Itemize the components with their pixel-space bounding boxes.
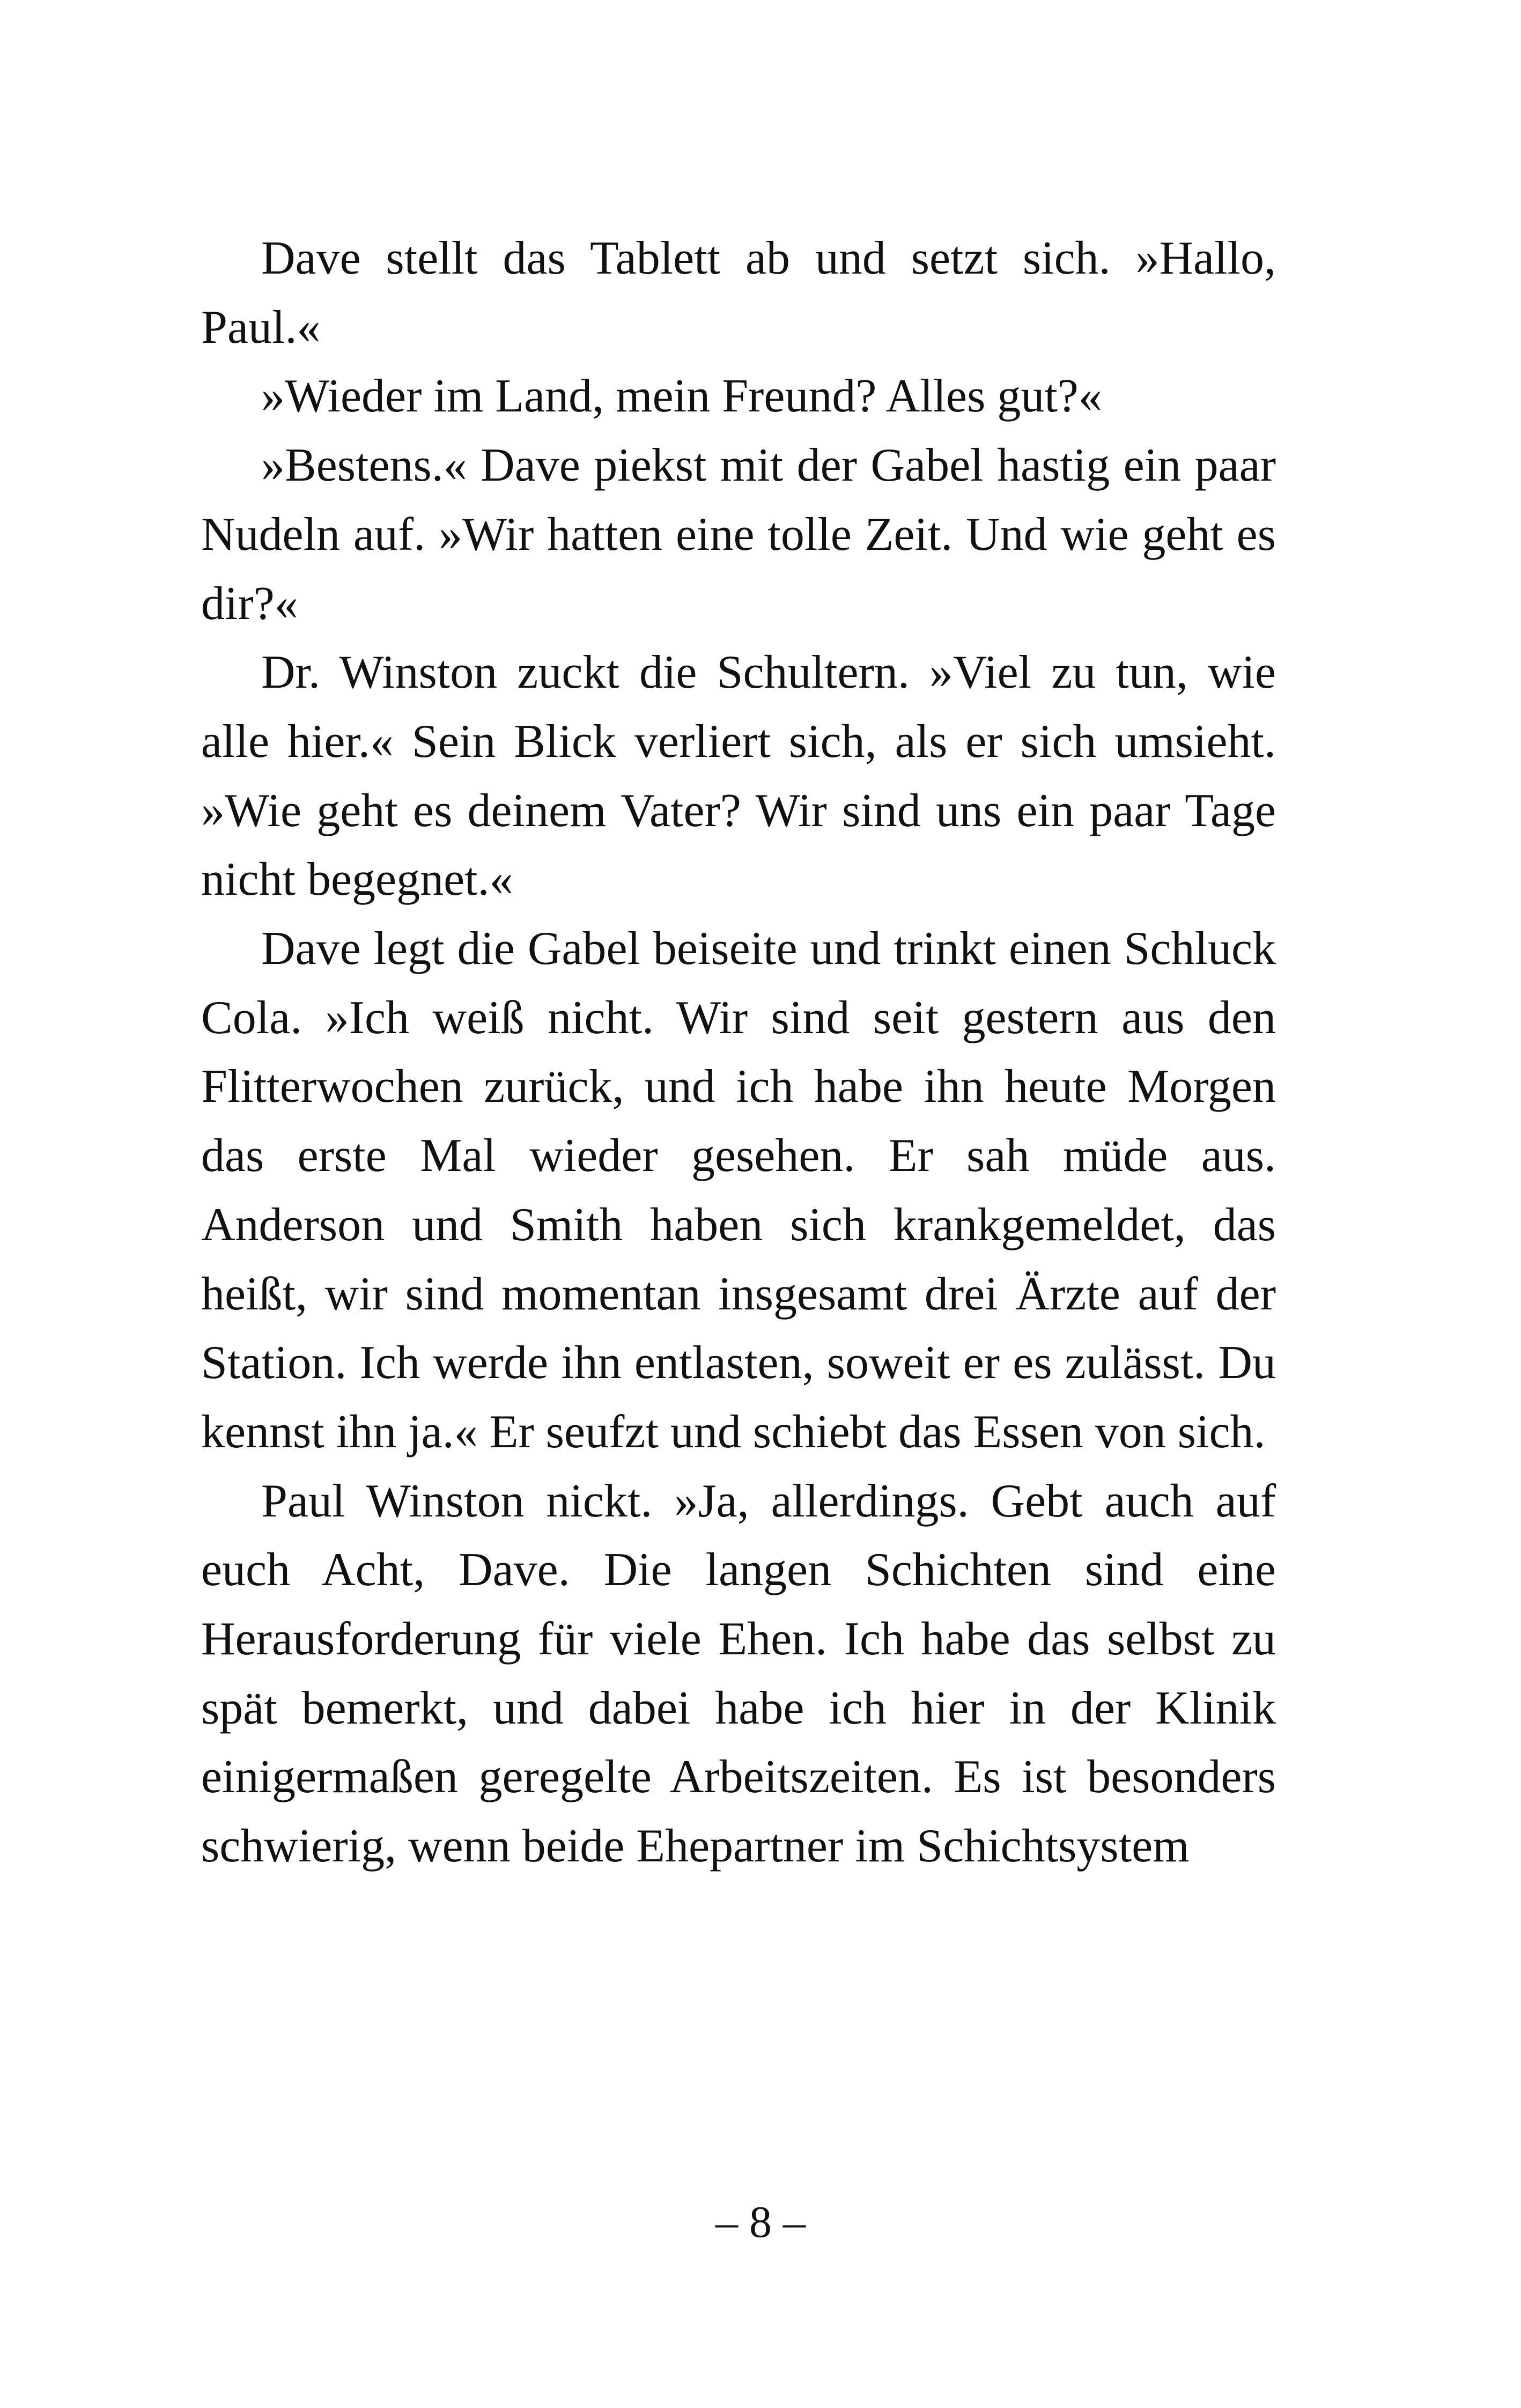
paragraph: »Wieder im Land, mein Freund? Alles gut?«	[261, 370, 1102, 423]
paragraph: »Bestens.« Dave piekst mit der Gabel hastig ein paar Nudeln auf. »Wir hatten eine tolle Zeit. Und wie geht es dir?«	[201, 439, 1276, 630]
page-number: – 8 –	[715, 2197, 806, 2247]
paragraph: Dr. Winston zuckt die Schultern. »Viel zu tun, wie alle hier.« Sein Blick verliert sich, als er sich umsieht. »Wie geht es deinem Vater? Wir sind uns ein paar Tage nicht begegnet.«	[201, 646, 1276, 906]
paragraph: Dave legt die Gabel beiseite und trinkt einen Schluck Cola. »Ich weiß nicht. Wir sind seit gestern aus den Flitterwochen zurück, und ich habe ihn heute Morgen das erste Mal wieder gesehen. Er sah müde aus. Anderson und Smith haben sich krankgemeldet, das heißt, wir sind momentan insgesamt drei Ärzte auf der Station. Ich werde ihn entlasten, soweit er es zulässt. Du kennst ihn ja.« Er seufzt und schiebt das Essen von sich.	[201, 923, 1276, 1458]
paragraph: Paul Winston nickt. »Ja, allerdings. Gebt auch auf euch Acht, Dave. Die langen Schichten sind eine Herausforderung für viele Ehen. Ich habe das selbst zu spät bemerkt, und dabei habe ich hier in der Klinik einigermaßen geregelte Arbeitszeiten. Es ist besonders schwierig, wenn beide Ehepartner im Schichtsystem	[201, 1475, 1276, 1873]
body-text	[201, 224, 1276, 1881]
paragraph: Dave stellt das Tablett ab und setzt sich. »Hallo, Paul.«	[201, 232, 1276, 354]
